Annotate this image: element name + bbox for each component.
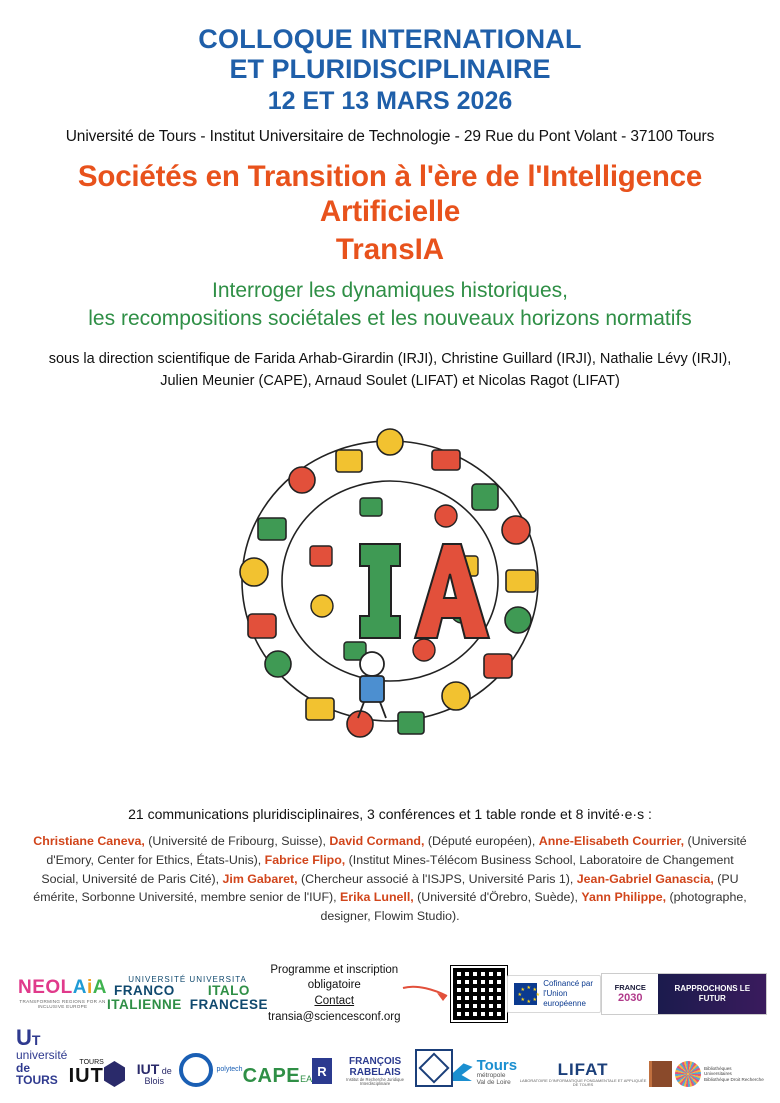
logo-universite-de-tours [16, 1026, 69, 1087]
acronym-title: TransIA [335, 233, 445, 267]
logo-neolaia [18, 978, 107, 1010]
partner-logo-row-bottom [0, 1025, 780, 1087]
franco-l1: FRANCO [114, 983, 175, 999]
logo-iut-blois [104, 1061, 180, 1087]
speakers-list: Christiane Caneva, (Université de Fribourg, Suisse), David Cormand, (Député européen), Anne-Elisabeth Courrier, (Université d'Emory, Center for Ethics, États-Unis), Fabrice Flipo, (Institut Mines-Télécom Business School, Laboratoire de Changement Social, Université de Paris Cité), Jim Gabaret, (Chercheur associé à l'ISJPS, Université Paris 1), Jean-Gabriel Ganascia, (PU émérite, Sorbonne Université, membre senior de l'IUF), Erika Lunell, (Université d'Örebro, Suède), Yann Philippe, (photographe, designer, Flowim Studio). [33, 834, 747, 923]
colorwheel-icon [675, 1061, 701, 1087]
franco-r1: ITALO [207, 983, 250, 999]
registration-line1: Programme et inscription [270, 963, 399, 976]
cape-mark: CAPE [242, 1065, 301, 1087]
franco-l2: ITALIENNE [107, 997, 182, 1013]
logo-lifat [517, 1061, 649, 1087]
neolaia-tagline: TRANSFORMING REGIONS FOR AN INCLUSIVE EUROPE [19, 999, 106, 1009]
communications-summary: 21 communications pluridisciplinaires, 3 conférences et 1 table ronde et 8 invité·e·s : [128, 806, 652, 823]
lifat-mark: LIFAT [557, 1059, 609, 1079]
contact-label: Contact [314, 995, 355, 1007]
polytech-ring-icon [179, 1053, 213, 1087]
logo-cape [243, 1066, 313, 1087]
contact-email[interactable]: transia@sciencesconf.org [268, 1010, 401, 1023]
logo-bibliotheques-universitaires [649, 1061, 764, 1087]
neolaia-part2: A [72, 977, 88, 999]
direction-line1: sous la direction scientifique de Farida Arhab-Girardin (IRJI), Christine Guillard (IRJI), Nathalie Lévy (IRJI), [48, 350, 732, 367]
tours-metropole-name: Tours [476, 1056, 518, 1074]
france-year: 2030 [618, 992, 643, 1005]
irji-diamond-icon [415, 1049, 453, 1087]
venue-address: Université de Tours - Institut Universitaire de Technologie - 29 Rue du Pont Volant - 37100 Tours [65, 128, 715, 146]
logo-tours-metropole [453, 1058, 518, 1087]
subtitle-line2: les recompositions sociétales et les nouveaux horizons normatifs [88, 307, 692, 331]
logo-irji [415, 1049, 453, 1087]
partner-logo-row-top [0, 963, 780, 1025]
logo-iut-tours [69, 1059, 104, 1087]
rabelais-sub: Institut de Recherche Juridique Interdisciplinaire [346, 1076, 404, 1087]
curved-arrow-icon [401, 982, 451, 1006]
scientific-direction [14, 349, 766, 393]
logo-polytech [179, 1053, 242, 1087]
cape-sub: EA [300, 1074, 313, 1084]
neolaia-part3: i [87, 977, 93, 999]
biblio-line3: Bibliothèque Droit Recherche [704, 1076, 764, 1082]
iut-tours-mark: IUT [68, 1065, 104, 1087]
arrow-icon [401, 982, 451, 1006]
eu-line1: Cofinancé par [543, 979, 593, 988]
tours-metropole-sub1: métropole [476, 1072, 506, 1080]
subtitle-line1: Interroger les dynamiques historiques, [211, 279, 568, 303]
universite-tours-mark: UT [16, 1025, 41, 1051]
iut-tours-sub: TOURS [79, 1058, 104, 1066]
colloque-title-line1: COLLOQUE INTERNATIONAL [198, 24, 582, 54]
registration-line2: obligatoire [307, 979, 361, 992]
footer-logos [0, 963, 780, 1103]
neolaia-part1: NEOL [18, 977, 73, 999]
rabelais-line2: RABELAIS [349, 1066, 401, 1078]
universite-tours-line2: de TOURS [16, 1060, 58, 1088]
iut-blois-sub: de Blois [144, 1065, 172, 1086]
colloque-dates: 12 ET 13 MARS 2026 [267, 87, 513, 116]
polytech-label: polytech [216, 1066, 243, 1074]
rabelais-line1: FRANÇOIS [348, 1055, 402, 1067]
iut-blois-mark: IUT [136, 1060, 160, 1077]
biblio-line2: Universitaires [704, 1071, 732, 1077]
book-icon [649, 1061, 672, 1087]
franco-r2: FRANCESE [189, 997, 269, 1013]
france-slogan: RAPPROCHONS LE FUTUR [658, 974, 766, 1014]
logo-union-europeenne [507, 975, 602, 1013]
eu-flag-icon: ★ ★ ★ ★ ★ ★ ★ ★ [514, 983, 538, 1005]
logo-france-2030 [601, 973, 767, 1015]
qr-code-image[interactable] [451, 966, 507, 1022]
universite-tours-line1: université [16, 1048, 68, 1063]
tours-metropole-sub2: Val de Loire [476, 1079, 511, 1087]
person-doodle [358, 652, 386, 718]
rabelais-initial: R [312, 1058, 331, 1084]
colloque-title-line2: ET PLURIDISCIPLINAIRE [229, 54, 551, 85]
neolaia-part4: A [92, 977, 108, 999]
logo-irji-francois-rabelais [312, 1056, 414, 1087]
ai-doodle-illustration [210, 406, 570, 796]
swoosh-icon [453, 1063, 473, 1081]
direction-line2: Julien Meunier (CAPE), Arnaud Soulet (LIFAT) et Nicolas Ragot (LIFAT) [160, 372, 620, 389]
biblio-line1: Bibliothèques [704, 1065, 732, 1071]
qr-code[interactable] [451, 966, 507, 1022]
lifat-sub: LABORATOIRE D'INFORMATIQUE FONDAMENTALE ET APPLIQUÉE DE TOURS [519, 1077, 647, 1087]
eu-line2: l'Union européenne [543, 989, 586, 1008]
hexagon-icon [104, 1061, 125, 1087]
france-label: FRANCE [614, 982, 646, 992]
logo-universite-franco-italienne [107, 976, 268, 1013]
registration-contact-block [268, 963, 401, 1025]
franco-top: UNIVERSITÉ UNIVERSITA [128, 974, 247, 984]
page-title: Sociétés en Transition à l'ère de l'Intelligence Artificielle [77, 160, 703, 229]
ai-doodle-svg [210, 406, 570, 796]
